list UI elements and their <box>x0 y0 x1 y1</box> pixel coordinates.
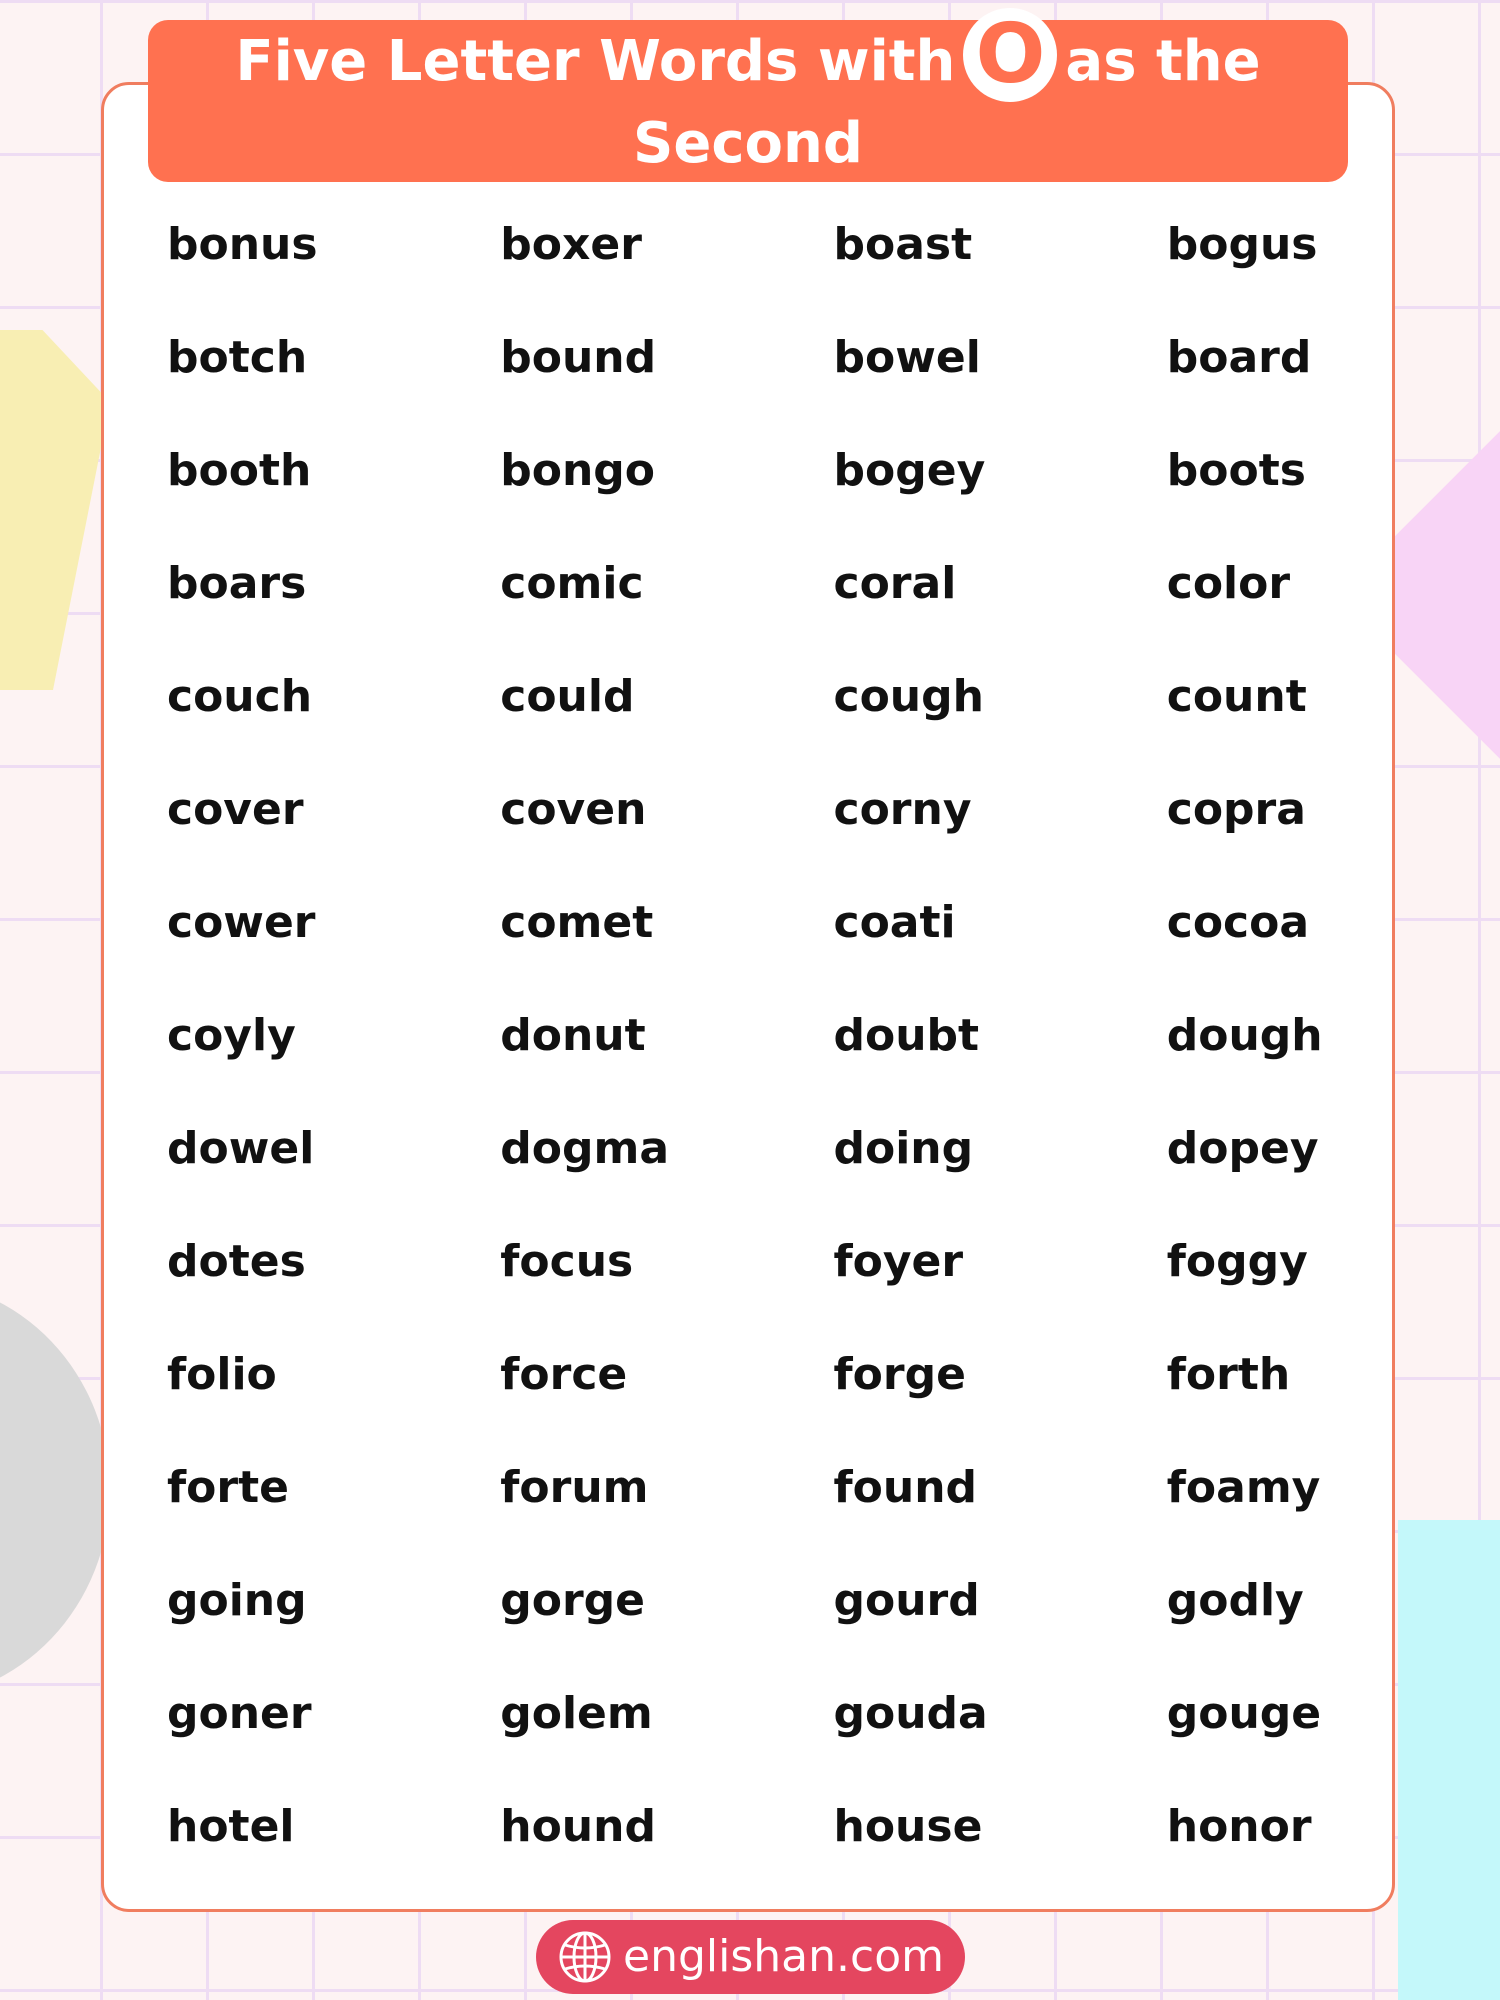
word-item: coati <box>833 897 956 948</box>
word-row <box>167 1443 1500 1556</box>
word-item: count <box>1166 671 1307 722</box>
word-item: dough <box>1166 1010 1323 1061</box>
word-item: folio <box>167 1349 277 1400</box>
word-item: corny <box>833 784 972 835</box>
word-row <box>167 652 1500 765</box>
word-item: botch <box>167 332 308 383</box>
word-item: gouda <box>833 1688 988 1739</box>
word-row <box>167 539 1500 652</box>
title-text-part2: as the Second <box>633 29 1261 176</box>
word-item: cocoa <box>1166 897 1310 948</box>
word-item: cover <box>167 784 304 835</box>
word-item: forth <box>1166 1349 1291 1400</box>
word-item: hound <box>500 1801 656 1852</box>
word-row <box>167 1217 1500 1330</box>
word-item: bogus <box>1166 219 1318 270</box>
word-item: doubt <box>833 1010 980 1061</box>
website-url: englishan.com <box>623 1931 944 1982</box>
word-item: forge <box>833 1349 966 1400</box>
word-item: found <box>833 1462 978 1513</box>
word-item: boxer <box>500 219 642 270</box>
word-row <box>167 1782 1500 1895</box>
word-item: bogey <box>833 445 986 496</box>
word-row <box>167 765 1500 878</box>
word-item: focus <box>500 1236 634 1287</box>
title-accent-letter: O <box>963 8 1057 102</box>
word-row <box>167 1556 1500 1669</box>
word-item: bongo <box>500 445 656 496</box>
decor-yellow-shape <box>0 330 110 690</box>
word-item: coyly <box>167 1010 296 1061</box>
word-row <box>167 1104 1500 1217</box>
word-item: boots <box>1166 445 1306 496</box>
word-item: house <box>833 1801 983 1852</box>
word-item: honor <box>1166 1801 1312 1852</box>
word-item: could <box>500 671 635 722</box>
word-item: coral <box>833 558 957 609</box>
word-item: bonus <box>167 219 318 270</box>
word-item: doing <box>833 1123 974 1174</box>
decor-gray-circle <box>0 1280 110 1700</box>
word-item: cower <box>167 897 316 948</box>
word-item: bowel <box>833 332 981 383</box>
word-item: goner <box>167 1688 312 1739</box>
word-item: golem <box>500 1688 653 1739</box>
word-row <box>167 313 1500 426</box>
word-row <box>167 878 1500 991</box>
word-item: forte <box>167 1462 289 1513</box>
title-text-part1: Five Letter Words with <box>235 29 956 94</box>
word-item: dowel <box>167 1123 315 1174</box>
word-row <box>167 1669 1500 1782</box>
word-item: bound <box>500 332 657 383</box>
word-item: board <box>1166 332 1312 383</box>
globe-icon <box>557 1929 613 1985</box>
word-row <box>167 200 1500 313</box>
word-item: dogma <box>500 1123 670 1174</box>
word-item: couch <box>167 671 313 722</box>
word-item: foyer <box>833 1236 964 1287</box>
word-item: booth <box>167 445 312 496</box>
word-item: donut <box>500 1010 646 1061</box>
word-row <box>167 1330 1500 1443</box>
word-item: comet <box>500 897 654 948</box>
word-item: gouge <box>1166 1688 1322 1739</box>
title-text-line2: Letter <box>651 193 845 258</box>
word-item: gourd <box>833 1575 980 1626</box>
word-item: color <box>1166 558 1291 609</box>
word-item: hotel <box>167 1801 295 1852</box>
word-row <box>167 426 1500 539</box>
footer-website-badge <box>536 1920 965 1994</box>
word-item: godly <box>1166 1575 1304 1626</box>
word-item: forum <box>500 1462 649 1513</box>
word-row <box>167 991 1500 1104</box>
word-item: boars <box>167 558 307 609</box>
word-item: copra <box>1166 784 1306 835</box>
word-item: coven <box>500 784 647 835</box>
word-item: force <box>500 1349 628 1400</box>
word-grid <box>167 200 1500 1895</box>
word-item: foggy <box>1166 1236 1308 1287</box>
word-item: boast <box>833 219 973 270</box>
word-item: dotes <box>167 1236 306 1287</box>
word-item: going <box>167 1575 307 1626</box>
word-item: gorge <box>500 1575 646 1626</box>
word-item: cough <box>833 671 984 722</box>
word-item: foamy <box>1166 1462 1321 1513</box>
word-item: dopey <box>1166 1123 1319 1174</box>
word-item: comic <box>500 558 644 609</box>
